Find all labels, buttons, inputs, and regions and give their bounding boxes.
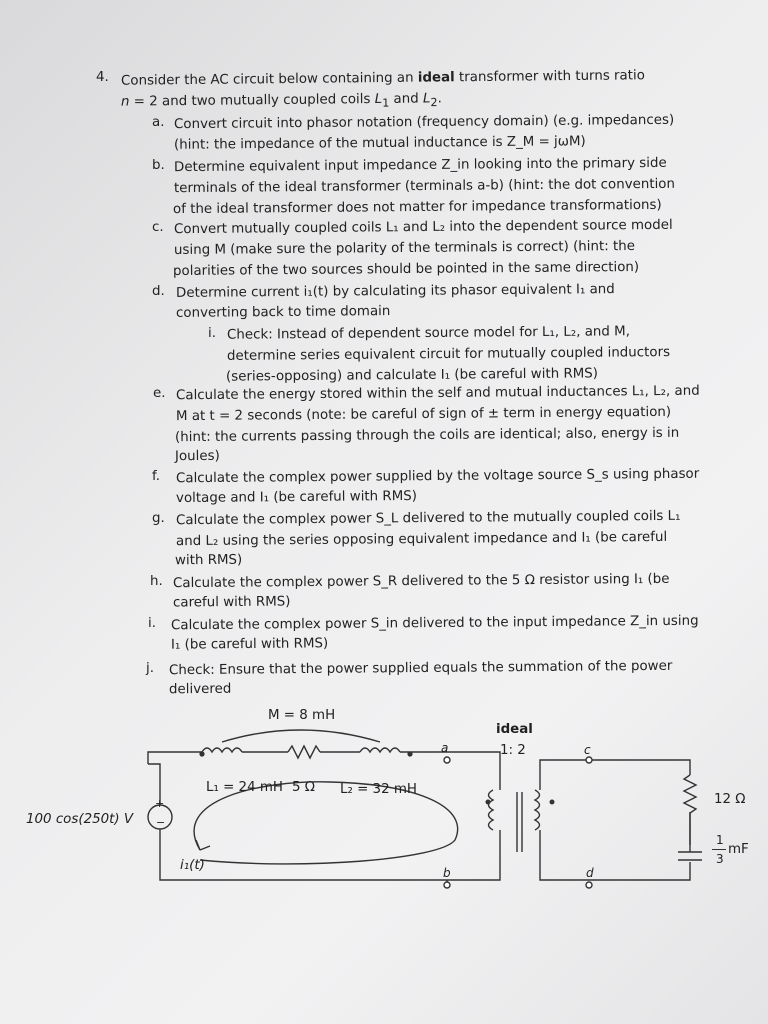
part-text-line: of the ideal transformer does not matter for impedance transformations): [173, 197, 663, 218]
part-label: f.: [152, 469, 160, 484]
label-r-load: 12 Ω: [714, 792, 746, 807]
part-text-line: Calculate the complex power supplied by the voltage source S_s using phasor: [175, 466, 700, 487]
part-text-line: Calculate the energy stored within the self and mutual inductances L₁, L₂, and: [175, 383, 700, 404]
part-text-line: Joules): [175, 448, 220, 465]
part-text-line: Check: Instead of dependent source model for L₁, L₂, and M,: [226, 324, 631, 343]
part-text-line: Calculate the complex power S_R delivered to the 5 Ω resistor using I₁ (be: [172, 571, 670, 592]
cap-fraction-bar: [712, 849, 726, 850]
label-cap-num: 1: [716, 833, 724, 847]
part-text-line: Calculate the complex power S_L delivered to the mutually coupled coils L₁: [175, 508, 681, 529]
part-label: j.: [146, 661, 154, 676]
source-plus: +: [155, 797, 165, 810]
label-r: 5 Ω: [292, 780, 316, 795]
part-label: i.: [148, 616, 156, 631]
label-source: 100 cos(250t) V: [26, 812, 134, 827]
inductor-l2: [360, 748, 400, 752]
part-label: g.: [152, 511, 165, 526]
part-label: b.: [152, 158, 165, 173]
part-text-line: Determine current i₁(t) by calculating its phasor equivalent I₁ and: [175, 282, 615, 301]
part-text-line: terminals of the ideal transformer (terminals a-b) (hint: the dot convention: [173, 176, 675, 197]
part-text-line: and L₂ using the series opposing equivalent impedance and I₁ (be careful: [175, 529, 667, 550]
label-mutual: M = 8 mH: [268, 708, 336, 723]
part-label: e.: [153, 386, 166, 401]
part-text-line: polarities of the two sources should be pointed in the same direction): [173, 259, 640, 280]
label-node-c: c: [584, 743, 591, 757]
part-text-line: Convert mutually coupled coils L₁ and L₂ into the dependent source model: [173, 217, 673, 238]
part-text-line: Convert circuit into phasor notation (frequency domain) (e.g. impedances): [173, 112, 675, 133]
inductor-l1: [202, 748, 242, 752]
label-node-a: a: [441, 741, 449, 755]
dot-l2: [407, 751, 412, 756]
source-minus: −: [156, 816, 166, 829]
node-c-terminal: [586, 757, 592, 763]
intro-line-1: Consider the AC circuit below containing an ideal transformer with turns ratio: [120, 68, 645, 89]
part-text-line: (hint: the currents passing through the coils are identical; also, energy is in: [175, 425, 680, 446]
part-text-line: with RMS): [175, 552, 243, 569]
node-d-terminal: [586, 882, 592, 888]
part-text-line: delivered: [168, 681, 232, 698]
part-label: h.: [150, 574, 163, 589]
resistor-5ohm: [288, 746, 320, 758]
label-node-d: d: [586, 866, 594, 880]
transformer-secondary: [535, 790, 540, 830]
part-label: i.: [208, 326, 216, 341]
label-l2: L₂ = 32 mH: [340, 782, 417, 797]
part-text-line: careful with RMS): [172, 594, 291, 611]
part-text-line: (series-opposing) and calculate I₁ (be careful with RMS): [226, 366, 599, 385]
label-current: i₁(t): [180, 858, 205, 873]
part-text-line: determine series equivalent circuit for mutually coupled inductors: [226, 345, 670, 364]
part-label: c.: [152, 220, 164, 235]
part-text-line: I₁ (be careful with RMS): [170, 636, 328, 653]
label-ratio: 1: 2: [500, 743, 526, 758]
part-text-line: Check: Ensure that the power supplied equals the summation of the power: [168, 658, 673, 679]
label-cap-den: 3: [716, 852, 724, 866]
part-text-line: converting back to time domain: [175, 304, 391, 321]
part-label: a.: [152, 115, 165, 130]
mutual-coupling-arc: [222, 730, 380, 742]
transformer-primary: [489, 790, 494, 830]
question-number: 4.: [96, 70, 109, 85]
label-node-b: b: [443, 866, 451, 880]
part-label: d.: [152, 284, 165, 299]
dot-l1: [199, 751, 204, 756]
label-l1: L₁ = 24 mH: [206, 780, 283, 795]
label-cap-unit: mF: [728, 842, 749, 857]
node-b-terminal: [444, 882, 450, 888]
intro-line-2: n = 2 and two mutually coupled coils $L_1$ and $L_2$.: [120, 91, 442, 110]
part-text-line: (hint: the impedance of the mutual inductance is Z_M = jωM): [173, 134, 586, 153]
part-text-line: M at t = 2 seconds (note: be careful of sign of ± term in energy equation): [175, 404, 671, 425]
part-text-line: voltage and I₁ (be careful with RMS): [175, 488, 417, 507]
part-text-line: using M (make sure the polarity of the terminals is correct) (hint: the: [173, 238, 635, 259]
node-a-terminal: [444, 757, 450, 763]
part-text-line: Determine equivalent input impedance Z_in looking into the primary side: [173, 155, 667, 176]
label-ideal: ideal: [496, 722, 533, 737]
part-text-line: Calculate the complex power S_in delivered to the input impedance Z_in using: [170, 613, 699, 634]
